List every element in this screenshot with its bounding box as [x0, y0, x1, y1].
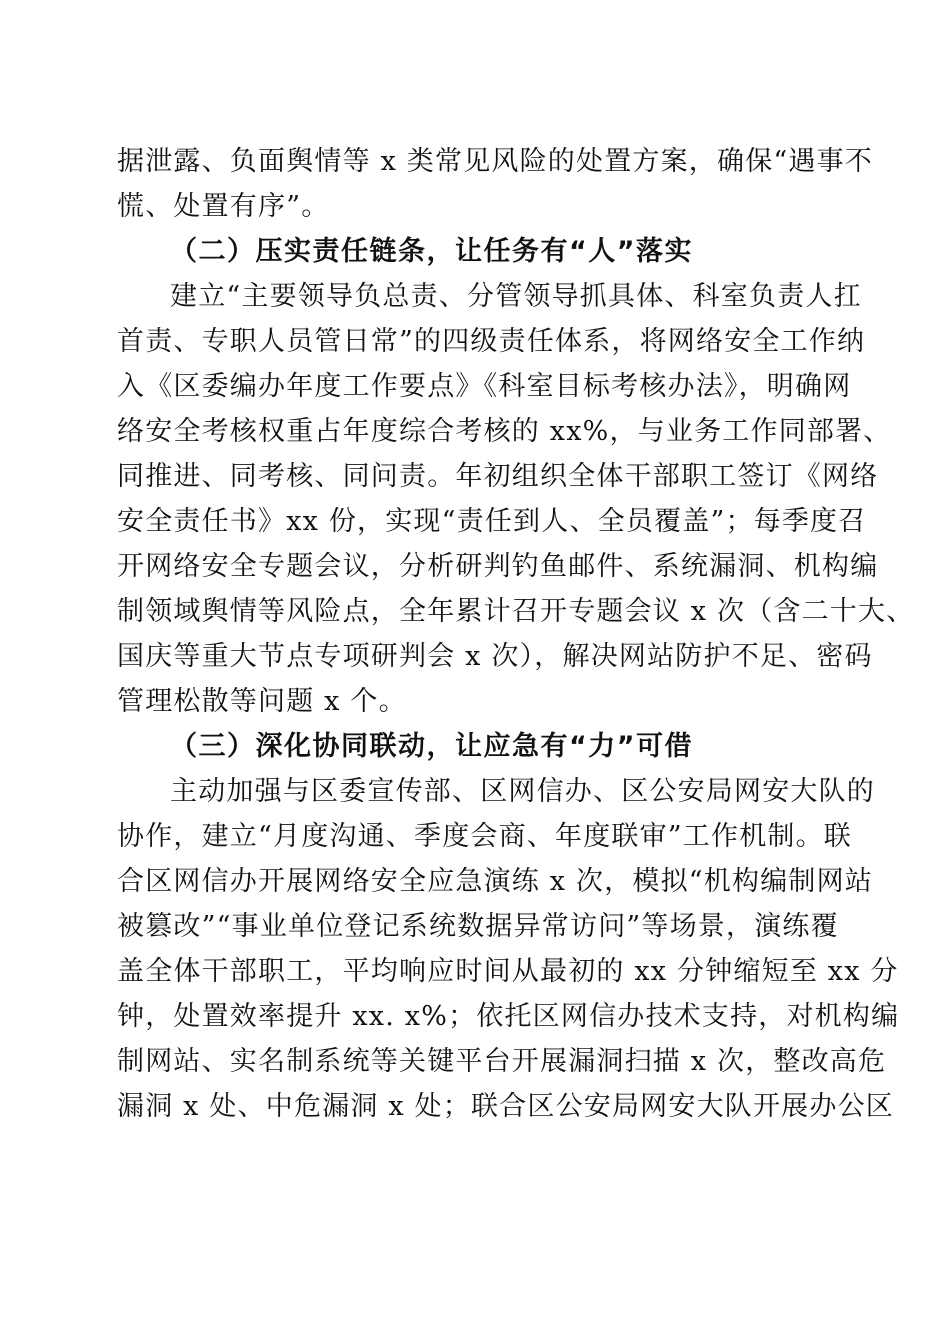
paragraph-line: 同推进、同考核、同问责。年初组织全体干部职工签订《网络 — [117, 461, 879, 492]
paragraph-line: 入《区委编办年度工作要点》《科室目标考核办法》，明确网 — [117, 371, 852, 402]
paragraph-line: 络安全考核权重占年度综合考核的 xx%，与业务工作同部署、 — [117, 416, 892, 447]
paragraph-line: 管理松散等问题 x 个。 — [117, 686, 407, 717]
paragraph-line: 主动加强与区委宣传部、区网信办、区公安局网安大队的 — [170, 776, 875, 807]
paragraph-line: 协作，建立“月度沟通、季度会商、年度联审”工作机制。联 — [117, 821, 853, 852]
section-heading-3: （三）深化协同联动，让应急有“力”可借 — [170, 731, 693, 762]
paragraph-line: 制网站、实名制系统等关键平台开展漏洞扫描 x 次，整改高危 — [117, 1046, 887, 1077]
paragraph-line: 钟，处置效率提升 xx. x%；依托区网信办技术支持，对机构编 — [117, 1001, 900, 1032]
paragraph-line: 慌、处置有序”。 — [117, 191, 330, 222]
paragraph-line: 漏洞 x 处、中危漏洞 x 处；联合区公安局网安大队开展办公区 — [117, 1091, 894, 1122]
paragraph-line: 合区网信办开展网络安全应急演练 x 次，模拟“机构编制网站 — [117, 866, 873, 897]
paragraph-line: 首责、专职人员管日常”的四级责任体系，将网络安全工作纳 — [117, 326, 866, 357]
section-heading-2: （二）压实责任链条，让任务有“人”落实 — [170, 236, 693, 267]
paragraph-line: 安全责任书》xx 份，实现“责任到人、全员覆盖”；每季度召 — [117, 506, 867, 537]
paragraph-line: 国庆等重大节点专项研判会 x 次），解决网站防护不足、密码 — [117, 641, 873, 672]
paragraph-line: 据泄露、负面舆情等 x 类常见风险的处置方案，确保“遇事不 — [117, 146, 873, 177]
paragraph-line: 建立“主要领导负总责、分管领导抓具体、科室负责人扛 — [170, 281, 862, 312]
paragraph-line: 开网络安全专题会议，分析研判钓鱼邮件、系统漏洞、机构编 — [117, 551, 879, 582]
paragraph-line: 盖全体干部职工，平均响应时间从最初的 xx 分钟缩短至 xx 分 — [117, 956, 899, 987]
paragraph-line: 被篡改”“事业单位登记系统数据异常访问”等场景，演练覆 — [117, 911, 839, 942]
paragraph-line: 制领域舆情等风险点，全年累计召开专题会议 x 次（含二十大、 — [117, 596, 915, 627]
